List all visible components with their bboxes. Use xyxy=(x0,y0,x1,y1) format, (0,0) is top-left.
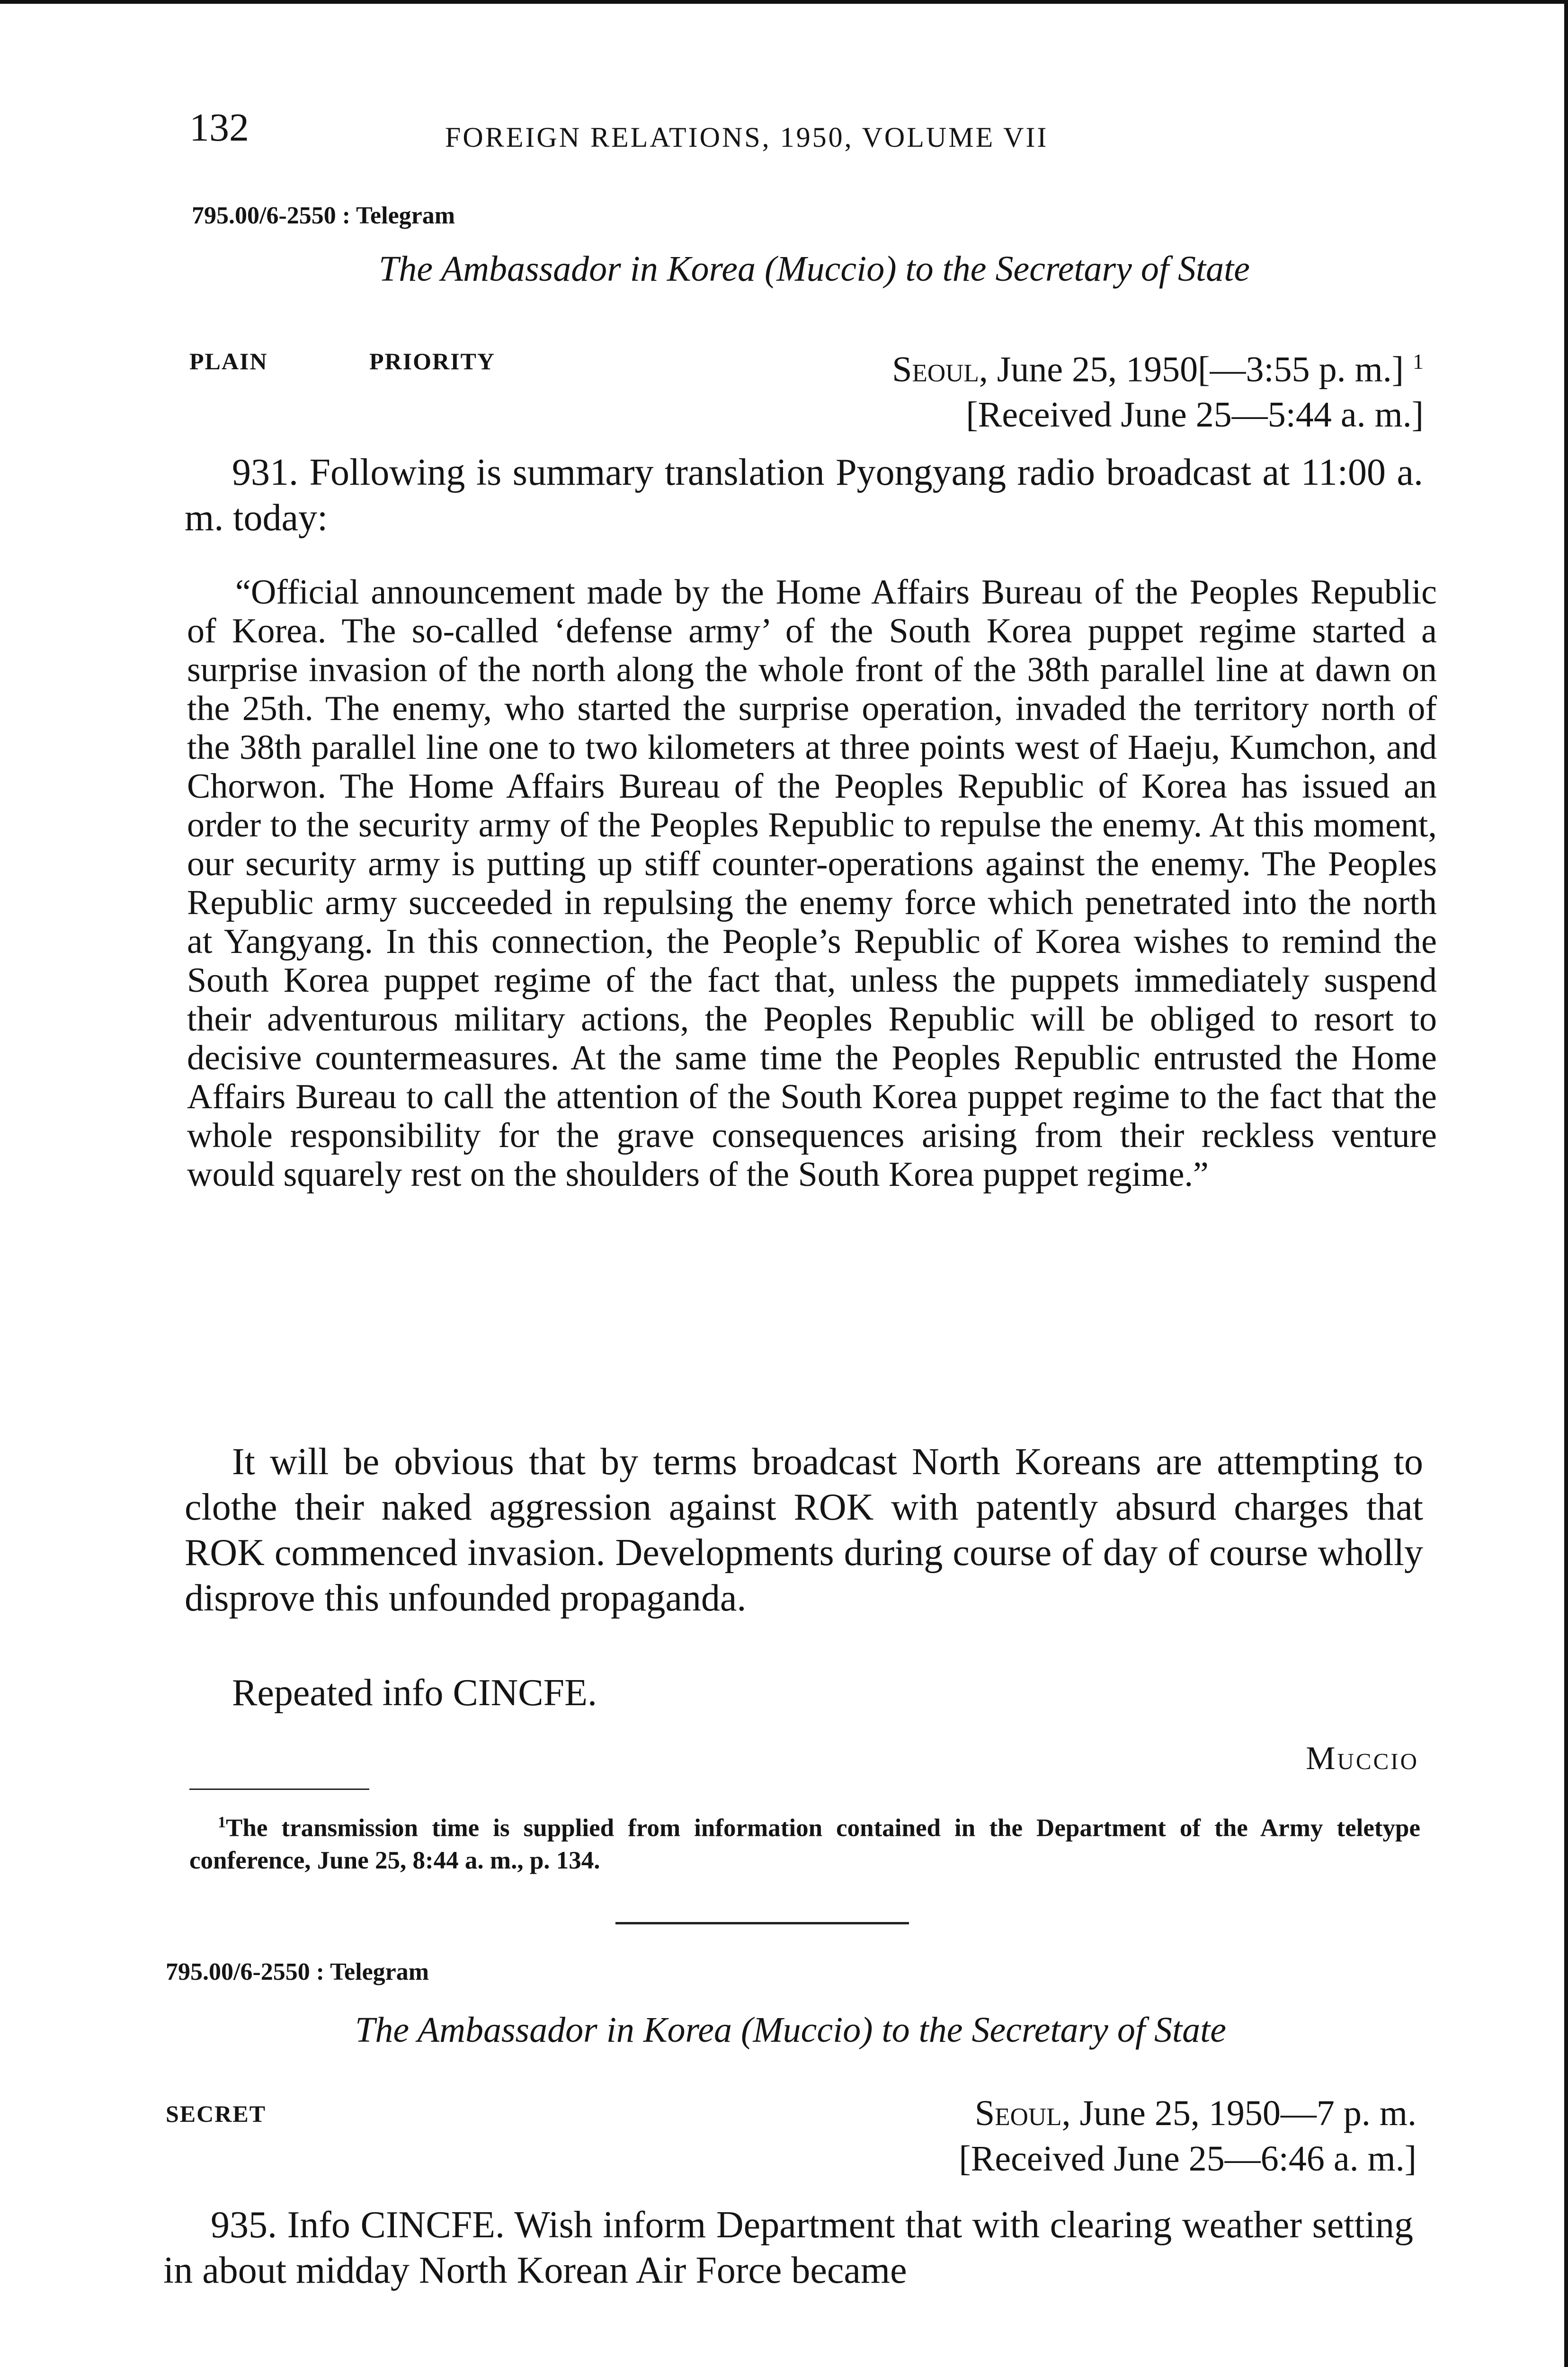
doc1-document-id: 795.00/6-2550 : Telegram xyxy=(192,202,455,229)
doc1-repeated-info: Repeated info CINCFE. xyxy=(232,1672,597,1714)
doc2-place: Seoul xyxy=(974,2093,1062,2133)
doc2-heading-post: ) to the Secretary of State xyxy=(861,2010,1226,2050)
document-separator-rule xyxy=(615,1922,909,1924)
scan-border-top xyxy=(0,0,1568,4)
doc2-heading xyxy=(166,2012,1416,2048)
footnote-1-text: The transmission time is supplied from information contained in the Department of the Army teletype conference, June 25, 8:44 a. m., p. 134. xyxy=(189,1814,1420,1874)
doc2-date-sent-text: , June 25, 1950—7 p. m. xyxy=(1061,2093,1417,2133)
doc1-heading-post: ) to the Secretary of State xyxy=(884,249,1250,289)
doc2-received: [Received June 25—6:46 a. m.] xyxy=(959,2139,1417,2179)
running-title: FOREIGN RELATIONS, 1950, VOLUME VII xyxy=(445,122,1049,153)
doc2-heading-pre: The Ambassador in Korea ( xyxy=(355,2010,753,2050)
doc2-date-sent xyxy=(959,2091,1417,2136)
doc1-closing-paragraph: It will be obvious that by terms broadcast North Koreans are attempting to clothe their naked aggression against ROK with patently absurd charges that ROK commenced invasion. Developments during course of day of course wholly disprove this unfounded propaganda. xyxy=(185,1441,1423,1619)
doc1-classification-plain: PLAIN xyxy=(189,348,268,374)
doc2-heading-name: Muccio xyxy=(753,2010,861,2050)
doc1-heading-name: Muccio xyxy=(776,249,885,289)
doc1-footnote-marker: 1 xyxy=(1413,349,1424,374)
scan-border-right xyxy=(1564,0,1568,2367)
doc2-opening-paragraph: 935. Info CINCFE. Wish inform Department that with clearing weather setting in about midday North Korean Air Force became xyxy=(163,2204,1413,2291)
doc2-dateline xyxy=(959,2091,1417,2181)
doc2-classification: SECRET xyxy=(166,2100,267,2127)
doc1-heading xyxy=(189,251,1439,287)
page-number: 132 xyxy=(189,106,249,150)
doc1-quoted-announcement: “Official announcement made by the Home Affairs Bureau of the Peoples Republic of Korea. The so-called ‘defense army’ of the South Korea puppet regime started a surprise invasion of the north along the whole front of the 38th parallel line at dawn on the 25th. The enemy, who started the surprise operation, invaded the territory north of the 38th parallel line one to two kilometers at three points west of Haeju, Kumchon, and Chorwon. The Home Affairs Bureau of the Peoples Republic of Korea has issued an order to the security army of the Peoples Republic to repulse the enemy. At this moment, our security army is putting up stiff counter-operations against the enemy. The Peoples Republic army succeeded in repulsing the enemy force which penetrated into the north at Yangyang. In this connection, the People’s Republic of Korea wishes to remind the South Korea puppet regime of the fact that, unless the puppets immediately suspend their adventurous military actions, the Peoples Republic will be obliged to resort to decisive countermeasures. At the same time the Peoples Republic entrusted the Home Affairs Bureau to call the attention of the South Korea puppet regime to the fact that the whole responsibility for the grave consequences arising from their reckless venture would squarely rest on the shoulders of the South Korea puppet regime.” xyxy=(187,573,1437,1194)
doc1-date-sent xyxy=(892,339,1424,392)
doc1-classification-priority: PRIORITY xyxy=(369,348,496,374)
footnote-rule xyxy=(189,1789,369,1790)
doc1-opening-paragraph: 931. Following is summary translation Pyongyang radio broadcast at 11:00 a. m. today: xyxy=(185,452,1423,539)
footnote-1 xyxy=(189,1806,1420,1877)
doc1-dateline xyxy=(892,339,1424,437)
doc1-date-sent-text: , June 25, 1950[—3:55 p. m.] xyxy=(979,349,1404,390)
doc2-document-id: 795.00/6-2550 : Telegram xyxy=(166,1958,429,1985)
doc1-heading-pre: The Ambassador in Korea ( xyxy=(379,249,777,289)
footnote-1-number: 1 xyxy=(218,1814,226,1831)
doc1-signature: Muccio xyxy=(1306,1740,1419,1777)
doc1-received: [Received June 25—5:44 a. m.] xyxy=(966,395,1424,435)
doc1-place: Seoul xyxy=(892,349,979,390)
